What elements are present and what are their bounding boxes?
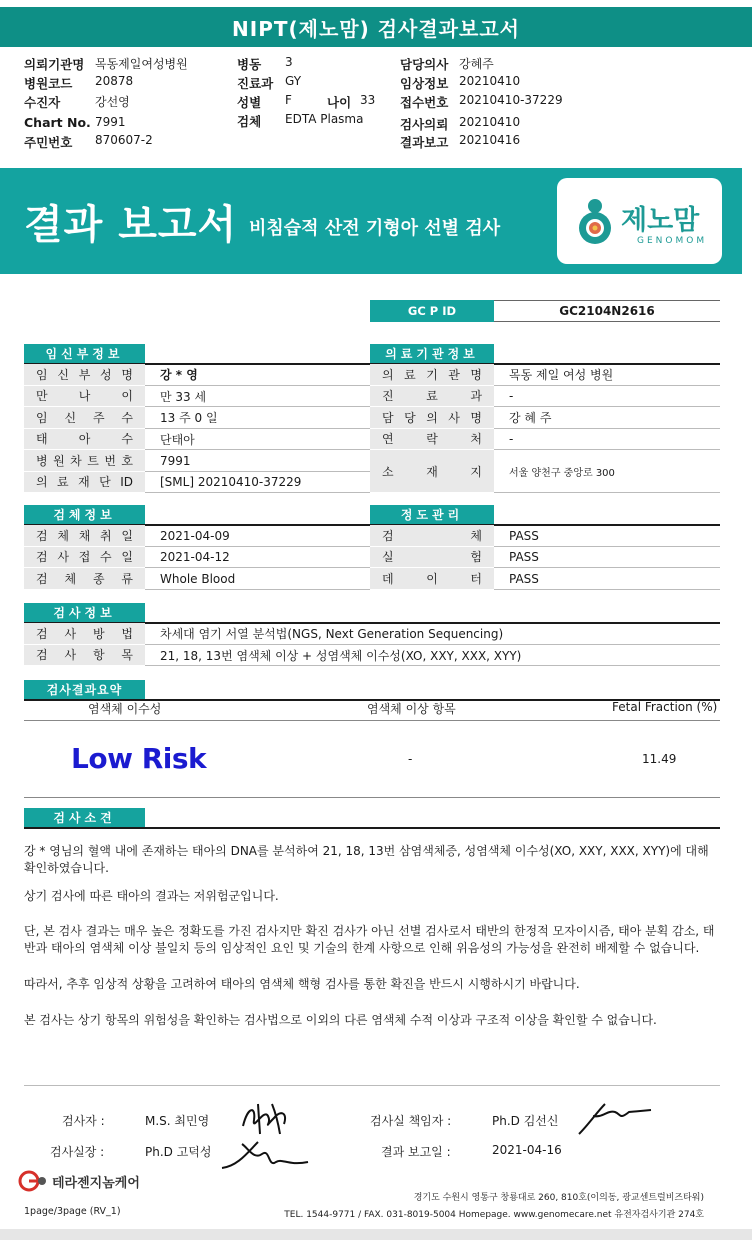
field-value: 단태아: [160, 432, 195, 447]
field-label: [370, 525, 494, 547]
meta-key: 결과보고: [400, 135, 449, 150]
row-divider: [494, 589, 720, 590]
tab-quality-control: 정도관리: [370, 505, 494, 524]
tab-institution-info: 의료기관정보: [370, 344, 494, 363]
field-label-char: 험: [470, 550, 482, 565]
field-label-char: 지: [470, 464, 482, 479]
field-label-char: 검: [36, 528, 48, 543]
risk-result: Low Risk: [71, 742, 207, 775]
field-label-char: 처: [470, 432, 482, 447]
field-label: [370, 386, 494, 408]
finding-paragraph: 따라서, 추후 임상적 상황을 고려하여 태아의 염색체 핵형 검사를 통한 확진을 반드시 시행하시기 바랍니다.: [24, 977, 580, 991]
field-label: [24, 450, 145, 472]
field-label-char: 주: [92, 410, 105, 425]
field-label-char: 락: [426, 432, 438, 447]
director-name: Ph.D 고덕성: [145, 1145, 212, 1159]
field-label-char: 과: [470, 389, 482, 404]
field-label: [370, 364, 494, 386]
field-label-char: 담: [382, 410, 394, 425]
meta-value: 20210410-37229: [459, 93, 563, 107]
meta-key: 주민번호: [24, 135, 73, 150]
field-label-char: 임: [36, 410, 48, 425]
report-date-label: 결과 보고일 :: [381, 1145, 451, 1159]
divider: [24, 720, 720, 721]
fetal-fraction-value: 11.49: [642, 752, 677, 766]
abnormal-item-value: -: [408, 752, 413, 766]
field-label-char: 부: [78, 367, 91, 382]
meta-value: 33: [360, 93, 376, 107]
banner-title: 결과 보고서: [24, 202, 238, 248]
field-label-char: 태: [36, 432, 48, 447]
field-label: [370, 547, 494, 569]
field-label-char: 나: [78, 389, 91, 404]
meta-key: 검사의뢰: [400, 117, 449, 132]
field-label-char: 번: [104, 453, 116, 468]
divider: [24, 827, 720, 829]
finding-paragraph: 본 검사는 상기 항목의 위험성을 확인하는 검사법으로 이외의 다른 염색체 수적 이상과 구조적 이상을 확인할 수 없습니다.: [24, 1013, 657, 1027]
field-label-char: 소: [382, 464, 394, 479]
page-indicator: 1page/3page (RV_1): [24, 1206, 121, 1217]
meta-value: 강선영: [95, 95, 130, 109]
field-label: [24, 386, 145, 408]
gcp-id-value: GC2104N2616: [494, 300, 720, 322]
field-value: 13 주 0 일: [160, 411, 218, 426]
footer-address: 경기도 수원시 영통구 창룡대로 260, 810호(이의동, 광교센트럴비즈타워): [413, 1193, 704, 1203]
field-label-char: 진: [382, 389, 394, 404]
field-value: 목동 제일 여성 병원: [509, 368, 614, 383]
banner-subtitle: 비침습적 산전 기형아 선별 검사: [249, 218, 501, 239]
meta-key: 나이: [327, 95, 352, 110]
meta-value: 20878: [95, 74, 134, 88]
field-label: [24, 525, 145, 547]
field-label-char: 접: [78, 550, 91, 565]
field-label: [370, 429, 494, 451]
field-label-char: 일: [121, 550, 133, 565]
field-value: 강 * 영: [160, 368, 198, 383]
field-label-char: 체: [57, 528, 69, 543]
field-label-char: 실: [382, 550, 394, 565]
tab-findings: 검사소견: [24, 808, 145, 827]
meta-key: 접수번호: [400, 95, 449, 110]
meta-value: 목동제일여성병원: [95, 57, 188, 71]
field-label-char: 이: [426, 571, 438, 586]
field-label-char: 터: [470, 571, 482, 586]
field-label-char: 신: [64, 410, 77, 425]
field-label-char: 종: [92, 571, 105, 586]
field-label: [24, 429, 145, 451]
field-label-char: 취: [100, 528, 112, 543]
field-value: Whole Blood: [160, 571, 236, 586]
field-label-char: 검: [36, 626, 48, 641]
meta-value: 강혜주: [459, 57, 494, 71]
field-label: [24, 645, 145, 667]
meta-value: 20210416: [459, 133, 521, 147]
field-value: 차세대 염기 서열 분석법(NGS, Next Generation Sequencing): [160, 627, 504, 642]
field-label-char: 항: [92, 648, 105, 663]
meta-key: Chart No.: [24, 115, 91, 130]
row-divider: [145, 665, 720, 666]
field-label: [24, 547, 145, 569]
lab-head-name: Ph.D 김선신: [492, 1114, 559, 1128]
field-label-char: 목: [121, 648, 133, 663]
lab-head-label: 검사실 책임자 :: [370, 1114, 452, 1128]
field-label-char: 트: [87, 453, 99, 468]
field-label-char: 검: [36, 648, 48, 663]
meta-value: EDTA Plasma: [285, 112, 364, 126]
footer-contact: TEL. 1544-9771 / FAX. 031-8019-5004 Homepage. www.genomecare.net 유전자검사기관 274호: [284, 1210, 704, 1220]
tab-specimen-info: 검체정보: [24, 505, 145, 524]
field-label-char: 관: [448, 367, 460, 382]
tab-result-summary: 검사결과요약: [24, 680, 145, 699]
tab-pregnant-info: 임신부정보: [24, 344, 145, 363]
field-value: -: [509, 389, 514, 404]
field-label-char: 수: [100, 550, 112, 565]
field-label-char: 차: [70, 453, 82, 468]
divider: [24, 1085, 720, 1086]
tester-name: M.S. 최민영: [145, 1114, 210, 1128]
director-label: 검사실장 :: [50, 1145, 105, 1159]
genomom-logo: [557, 178, 722, 264]
field-label-char: 당: [404, 410, 416, 425]
meta-key: 임상정보: [400, 76, 449, 91]
field-value: PASS: [509, 550, 539, 565]
field-label-char: 수: [121, 432, 133, 447]
lab-head-signature: [575, 1098, 655, 1138]
field-value: PASS: [509, 528, 539, 543]
field-label-char: 이: [121, 389, 133, 404]
field-label: [370, 407, 494, 429]
meta-key: 수진자: [24, 95, 61, 110]
field-label-char: 의: [382, 367, 394, 382]
field-value: 만 33 세: [160, 389, 207, 404]
field-label-char: 의: [426, 410, 438, 425]
field-label-char: 류: [121, 571, 133, 586]
meta-value: 20210410: [459, 115, 521, 129]
field-label-char: 체: [64, 571, 77, 586]
divider: [24, 797, 720, 798]
field-label-char: 명: [470, 410, 482, 425]
finding-paragraph: 강 * 영님의 혈액 내에 존재하는 태아의 DNA를 분석하여 21, 18, 13번 삼염색체증, 성염색체 이수성(XO, XXY, XXX, XYY)에 대해 확인하였습니다.: [24, 844, 709, 875]
row-divider: [145, 492, 370, 493]
field-value: -: [509, 432, 514, 447]
field-label-char: 임: [36, 367, 48, 382]
field-value: 2021-04-09: [160, 528, 230, 543]
field-label-char: 기: [426, 367, 438, 382]
summary-col-fetal-fraction: Fetal Fraction (%): [612, 700, 718, 714]
company-name: 테라젠지놈케어: [52, 1175, 140, 1191]
field-value: 21, 18, 13번 염색체 이상 + 성염색체 이수성(XO, XXY, XXX, XYY): [160, 648, 522, 663]
report-date: 2021-04-16: [492, 1143, 562, 1157]
logo-text: 제노맘: [621, 205, 700, 236]
field-label: [24, 623, 145, 645]
field-label-char: 병: [36, 453, 48, 468]
field-label-char: 사: [448, 410, 460, 425]
row-divider: [145, 589, 370, 590]
field-value: 서울 양천구 중앙로 300: [509, 468, 615, 479]
field-value: [SML] 20210410-37229: [160, 475, 302, 490]
report-title: NIPT(제노맘) 검사결과보고서: [0, 7, 752, 47]
field-label-char: 료: [57, 475, 69, 490]
meta-key: 담당의사: [400, 57, 449, 72]
field-label: [24, 568, 145, 590]
meta-key: 병원코드: [24, 76, 73, 91]
meta-key: 검체: [237, 114, 262, 129]
finding-paragraph: 상기 검사에 따른 태아의 결과는 저위험군입니다.: [24, 889, 279, 903]
field-label-char: 사: [64, 648, 77, 663]
field-label: [370, 450, 494, 493]
field-value: PASS: [509, 571, 539, 586]
field-label-char: 의: [36, 475, 48, 490]
row-divider: [494, 492, 720, 493]
field-label-char: 명: [470, 367, 482, 382]
field-value: 7991: [160, 453, 191, 468]
field-label-char: 일: [121, 528, 133, 543]
field-label-char: 연: [382, 432, 394, 447]
field-label-char: 재: [78, 475, 90, 490]
summary-col-aneuploidy: 염색체 이수성: [88, 702, 162, 716]
field-label-char: 원: [53, 453, 65, 468]
logo-en: GENOMOM: [637, 236, 708, 246]
field-label-char: 수: [121, 410, 133, 425]
field-value: 2021-04-12: [160, 550, 230, 565]
field-value: 강 혜 주: [509, 411, 552, 426]
meta-value: GY: [285, 74, 302, 88]
meta-key: 성별: [237, 95, 262, 110]
meta-key: 병동: [237, 57, 262, 72]
field-label: [24, 407, 145, 429]
company-logo: [18, 1170, 140, 1192]
meta-value: 3: [285, 55, 293, 69]
finding-paragraph: 단, 본 검사 결과는 매우 높은 정확도를 가진 검사지만 확진 검사가 아닌 선별 검사로서 태반의 한정적 모자이시즘, 태아 분획 감소, 태반과 태아의 염색체 이상 불일치 등의 임상적인 요인 및 기술의 한계 사항으로 인해 위음성의 가능성을 완전히 배제할 수 없습니다.: [24, 924, 715, 955]
field-label-char: 신: [57, 367, 69, 382]
field-label: [24, 364, 145, 386]
field-label-char: 료: [426, 389, 438, 404]
field-label-char: 채: [78, 528, 91, 543]
field-label-char: 호: [121, 453, 133, 468]
meta-value: F: [285, 93, 292, 107]
field-label-char: 만: [36, 389, 48, 404]
tab-test-info: 검사정보: [24, 603, 145, 622]
field-label-char: ID: [120, 474, 133, 489]
director-signature: [218, 1132, 313, 1176]
field-label-char: 데: [382, 571, 394, 586]
genomom-logo-icon: [573, 196, 617, 246]
field-label-char: 단: [99, 475, 111, 490]
request-info: [0, 55, 752, 155]
meta-value: 870607-2: [95, 133, 153, 147]
field-label: [370, 568, 494, 590]
field-label-char: 명: [121, 367, 133, 382]
footer-address-block: [284, 1190, 704, 1224]
meta-value: 20210410: [459, 74, 521, 88]
summary-col-abnormal: 염색체 이상 항목: [367, 702, 456, 716]
field-label-char: 검: [36, 571, 48, 586]
field-label-char: 아: [78, 432, 91, 447]
result-banner: [0, 168, 742, 274]
field-label-char: 사: [57, 550, 69, 565]
field-label-char: 법: [121, 626, 133, 641]
field-label-char: 재: [426, 464, 438, 479]
field-label-char: 체: [470, 528, 482, 543]
meta-key: 의뢰기관명: [24, 57, 85, 72]
field-label-char: 료: [404, 367, 416, 382]
field-label-char: 검: [382, 528, 394, 543]
theragen-logo-icon: [18, 1170, 48, 1192]
tester-label: 검사자 :: [62, 1114, 105, 1128]
field-label-char: 성: [100, 367, 112, 382]
bottom-bar: [0, 1229, 752, 1240]
meta-key: 진료과: [237, 76, 274, 91]
meta-value: 7991: [95, 115, 126, 129]
field-label-char: 사: [64, 626, 77, 641]
field-label: [24, 472, 145, 494]
field-label-char: 검: [36, 550, 48, 565]
gcp-id-label: GC P ID: [370, 300, 494, 322]
field-label-char: 방: [92, 626, 105, 641]
